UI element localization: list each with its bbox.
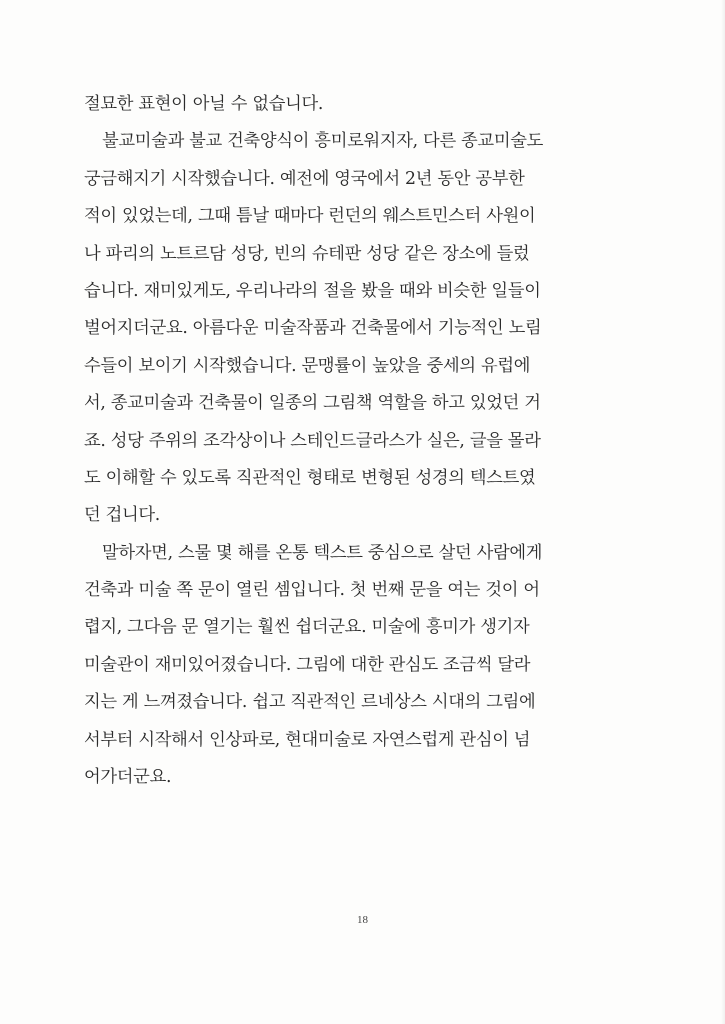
- text-line: 던 겁니다.: [84, 505, 160, 526]
- text-line: 습니다. 재미있게도, 우리나라의 절을 봤을 때와 비슷한 일들이: [84, 280, 541, 301]
- text-line: 건축과 미술 쪽 문이 열린 셈입니다. 첫 번째 문을 여는 것이 어: [84, 580, 540, 601]
- text-line: 죠. 성당 주위의 조각상이나 스테인드글라스가 실은, 글을 몰라: [84, 430, 541, 451]
- text-line: 렵지, 그다음 문 열기는 훨씬 쉽더군요. 미술에 흥미가 생기자: [84, 617, 530, 638]
- text-line: 절묘한 표현이 아닐 수 없습니다.: [84, 94, 324, 114]
- body-text: [84, 86, 684, 796]
- text-line: 궁금해지기 시작했습니다. 예전에 영국에서 2년 동안 공부한: [84, 168, 525, 189]
- text-line: 나 파리의 노트르담 성당, 빈의 슈테판 성당 같은 장소에 들렀: [84, 243, 530, 264]
- page-number: 18: [357, 914, 368, 926]
- text-line: 서, 종교미술과 건축물이 일종의 그림책 역할을 하고 있었던 거: [84, 393, 541, 414]
- text-line: 서부터 시작해서 인상파로, 현대미술로 자연스럽게 관심이 넘: [84, 729, 531, 750]
- text-line: 수들이 보이기 시작했습니다. 문맹률이 높았을 중세의 유럽에: [84, 355, 531, 376]
- text-line: 도 이해할 수 있도록 직관적인 형태로 변형된 성경의 텍스트였: [84, 467, 536, 488]
- text-line: 불교미술과 불교 건축양식이 흥미로워지자, 다른 종교미술도: [102, 131, 544, 152]
- text-line: 지는 게 느껴졌습니다. 쉽고 직관적인 르네상스 시대의 그림에: [84, 692, 536, 713]
- paragraph-2: [84, 123, 684, 534]
- text-line: 미술관이 재미있어졌습니다. 그림에 대한 관심도 조금씩 달라: [84, 654, 531, 675]
- page-edge-shadow: [721, 0, 725, 1024]
- paragraph-1: [84, 86, 684, 123]
- text-line: 벌어지더군요. 아름다운 미술작품과 건축물에서 기능적인 노림: [84, 318, 542, 339]
- text-line: 적이 있었는데, 그때 틈날 때마다 런던의 웨스트민스터 사원이: [84, 206, 536, 227]
- text-line: 어가더군요.: [84, 767, 172, 788]
- paragraph-3: [84, 535, 684, 797]
- text-line: 말하자면, 스물 몇 해를 온통 텍스트 중심으로 살던 사람에게: [102, 542, 543, 563]
